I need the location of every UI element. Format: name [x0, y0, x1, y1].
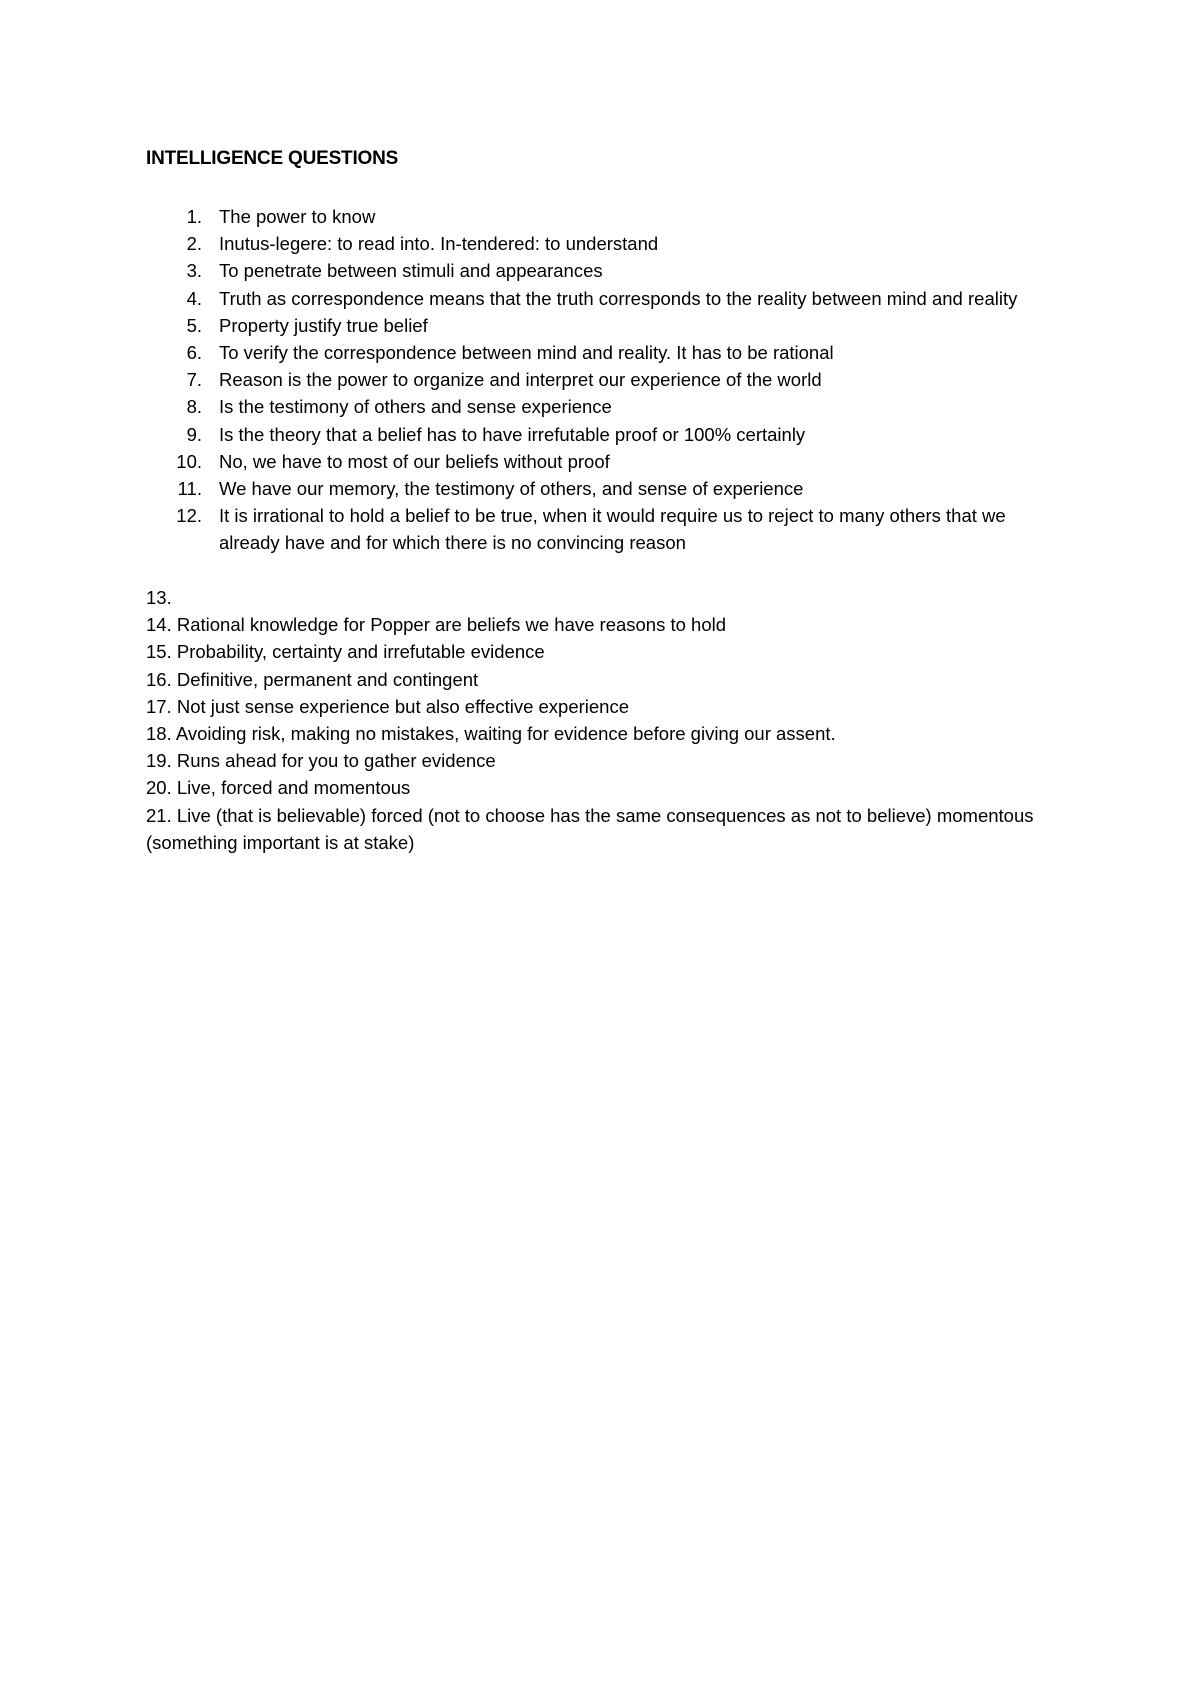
plain-answer-list [146, 584, 1066, 856]
item-number: 11. [177, 478, 202, 500]
item-number: 5. [186, 314, 202, 336]
item-text: Reason is the power to organize and interpret our experience of the world [219, 369, 822, 391]
plain-line: 15. Probability, certainty and irrefutable evidence [146, 641, 545, 663]
numbered-answer-list [146, 203, 1066, 557]
plain-line: 20. Live, forced and momentous [146, 777, 411, 799]
plain-line: 18. Avoiding risk, making no mistakes, waiting for evidence before giving our assent. [146, 723, 836, 745]
plain-line: 17. Not just sense experience but also effective experience [146, 695, 630, 717]
item-text: To verify the correspondence between mind and reality. It has to be rational [219, 342, 834, 364]
page-title: INTELLIGENCE QUESTIONS [146, 148, 399, 169]
item-number: 4. [186, 287, 202, 309]
list-item [146, 448, 1066, 475]
plain-line: 21. Live (that is believable) forced (not to choose has the same consequences as not to believe) momentous (something important is at stake) [146, 804, 1034, 853]
item-text: Is the theory that a belief has to have irrefutable proof or 100% certainly [219, 423, 806, 445]
item-number: 12. [176, 505, 202, 527]
list-item [146, 502, 1066, 556]
list-item [146, 339, 1066, 366]
item-text: No, we have to most of our beliefs without proof [219, 450, 610, 472]
item-text: The power to know [219, 206, 376, 227]
list-item [146, 421, 1066, 448]
item-text: Truth as correspondence means that the truth corresponds to the reality between mind and reality [219, 287, 1018, 309]
item-text: To penetrate between stimuli and appearances [219, 260, 603, 282]
item-number: 8. [186, 396, 202, 418]
list-item [146, 366, 1066, 393]
list-item [146, 203, 1066, 230]
plain-line: 19. Runs ahead for you to gather evidence [146, 750, 496, 772]
list-item [146, 475, 1066, 502]
plain-line: 16. Definitive, permanent and contingent [146, 668, 479, 690]
item-number: 6. [186, 342, 202, 364]
list-item [146, 285, 1066, 312]
plain-line: 13. [146, 587, 172, 608]
item-number: 10. [176, 450, 202, 472]
item-text: It is irrational to hold a belief to be true, when it would require us to reject to many others that we already have and for which there is no convincing reason [219, 505, 1006, 554]
item-text: Is the testimony of others and sense experience [219, 396, 612, 418]
list-item [146, 230, 1066, 257]
item-text: Inutus-legere: to read into. In-tendered: to understand [219, 233, 659, 255]
item-number: 7. [186, 369, 202, 391]
list-item [146, 312, 1066, 339]
item-number: 1. [186, 206, 202, 227]
plain-line: 14. Rational knowledge for Popper are beliefs we have reasons to hold [146, 614, 727, 636]
item-number: 3. [186, 260, 202, 282]
list-item [146, 393, 1066, 420]
item-text: We have our memory, the testimony of others, and sense of experience [219, 478, 804, 500]
item-number: 9. [186, 423, 202, 445]
item-number: 2. [186, 233, 202, 255]
list-item [146, 257, 1066, 284]
item-text: Property justify true belief [219, 314, 428, 336]
